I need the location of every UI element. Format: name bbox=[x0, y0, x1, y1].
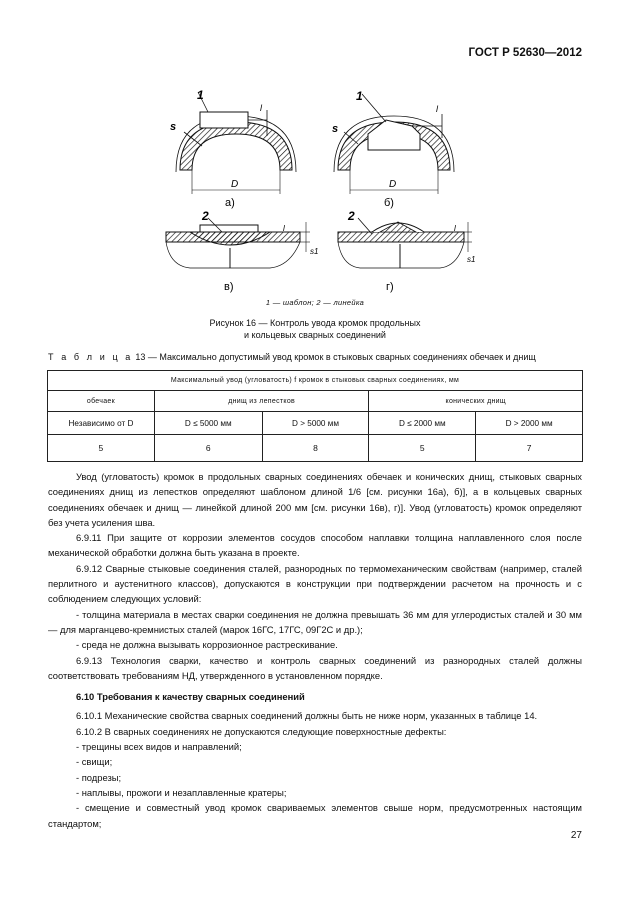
figure-16-drawing bbox=[150, 82, 480, 296]
standard-number: ГОСТ Р 52630—2012 bbox=[468, 47, 582, 59]
label-l-d: l bbox=[454, 224, 456, 233]
table-cell: 5 bbox=[369, 435, 476, 462]
figure-legend: 1 — шаблон; 2 — линейка bbox=[265, 298, 365, 307]
body-text bbox=[48, 469, 582, 831]
figure-caption-line-1: Рисунок 16 — Контроль увода кромок продольных bbox=[209, 318, 421, 328]
subfig-c-label: в) bbox=[224, 281, 234, 293]
table-sub-petal-2: D > 5000 мм bbox=[262, 412, 369, 435]
label-1-b: 1 bbox=[356, 89, 363, 103]
table-sub-conic-2: D > 2000 мм bbox=[476, 412, 583, 435]
subfig-a-label: а) bbox=[225, 197, 235, 209]
paragraph: - толщина материала в местах сварки соединения не должна превышать 36 мм для углеродистых сталей и 30 мм — для марганцево-кремнистых сталей (марок 16ГС, 17ГС, 09Г2С и др.); bbox=[48, 608, 582, 635]
label-2-d: 2 bbox=[348, 209, 355, 223]
label-l-b: l bbox=[436, 104, 438, 114]
subfig-b-label: б) bbox=[384, 197, 394, 209]
label-l-c: l bbox=[283, 224, 285, 233]
table-header-main: Максимальный увод (угловатость) f кромок в стыковых сварных соединениях, мм bbox=[48, 371, 583, 391]
list-item: - трещины всех видов и направлений; bbox=[76, 741, 242, 753]
list-item: - свищи; bbox=[76, 756, 113, 768]
list-item: - смещение и совместный увод кромок свариваемых элементов свыше норм, предусмотренных настоящим стандартом; bbox=[48, 802, 582, 829]
page-number: 27 bbox=[570, 830, 582, 841]
paragraph: 6.9.12 Сварные стыковые соединения сталей, разнородных по термомеханическим свойствам (например, сталей перлитного и аустенитного классов), допускаются в конструкции при подтверждении расчетом на прочность и с соблюдением следующих условий: bbox=[48, 562, 582, 605]
paragraph: - среда не должна вызывать коррозионное растрескивание. bbox=[76, 639, 338, 651]
label-s-b: s bbox=[332, 123, 339, 135]
table-col-petal: днищ из лепестков bbox=[154, 391, 369, 412]
list-item: - наплывы, прожоги и незаплавленные кратеры; bbox=[76, 786, 287, 798]
subfig-d-label: г) bbox=[386, 281, 394, 293]
table-title bbox=[48, 352, 536, 362]
table-title-rest: 13 — Максимально допустимый увод кромок в стыковых сварных соединениях обечаек и днищ bbox=[132, 352, 536, 362]
subfig-d-drawing bbox=[338, 218, 472, 268]
label-l-a: l bbox=[260, 103, 262, 113]
paragraph: 6.9.11 При защите от коррозии элементов сосудов способом наплавки толщина наплавленного слоя после механической обработки должна быть указана в проекте. bbox=[48, 532, 582, 559]
subfig-c-drawing bbox=[166, 218, 310, 268]
table-sub-shell: Независимо от D bbox=[48, 412, 155, 435]
table-cell: 7 bbox=[476, 435, 583, 462]
table-cell: 5 bbox=[48, 435, 155, 462]
paragraph: 6.10.2 В сварных соединениях не допускаются следующие поверхностные дефекты: bbox=[76, 725, 447, 737]
label-s1-c: s1 bbox=[310, 247, 319, 256]
paragraph: 6.10.1 Механические свойства сварных соединений должны быть не ниже норм, указанных в таблице 14. bbox=[76, 710, 538, 722]
table-col-shell: обечаек bbox=[48, 391, 155, 412]
label-s-a: s bbox=[170, 121, 177, 133]
table-sub-conic-1: D ≤ 2000 мм bbox=[369, 412, 476, 435]
section-heading: 6.10 Требования к качеству сварных соединений bbox=[76, 691, 305, 703]
figure-caption-line-2: и кольцевых сварных соединений bbox=[244, 330, 386, 340]
paragraph: Увод (угловатость) кромок в продольных сварных соединениях обечаек и конических днищ, стыковых сварных соединениях днищ из лепестков определяют шаблоном длиной 1/6 [см. рисунки 16а), б)], а в кольцевых сварных соединениях обечаек и днищ — линейкой длиной 200 мм [см. рисунки 16в), г)]. Увод (угловатость) кромок определяют без учета усиления шва. bbox=[48, 471, 582, 528]
label-d-b: D bbox=[389, 179, 397, 190]
label-2-c: 2 bbox=[202, 209, 209, 223]
figure-caption bbox=[0, 317, 630, 341]
label-1-a: 1 bbox=[197, 88, 204, 102]
table-title-prefix: Т а б л и ц а bbox=[48, 352, 133, 362]
table-col-conic: конических днищ bbox=[369, 391, 583, 412]
list-item: - подрезы; bbox=[76, 771, 122, 783]
label-d-a: D bbox=[231, 179, 239, 190]
table-cell: 6 bbox=[154, 435, 262, 462]
table-sub-petal-1: D ≤ 5000 мм bbox=[154, 412, 262, 435]
table-cell: 8 bbox=[262, 435, 369, 462]
table-13 bbox=[47, 370, 583, 462]
paragraph: 6.9.13 Технология сварки, качество и контроль сварных соединений из разнородных сталей должны соответствовать требованиям НД, утвержденного в установленном порядке. bbox=[48, 654, 582, 681]
label-s1-d: s1 bbox=[467, 255, 476, 264]
